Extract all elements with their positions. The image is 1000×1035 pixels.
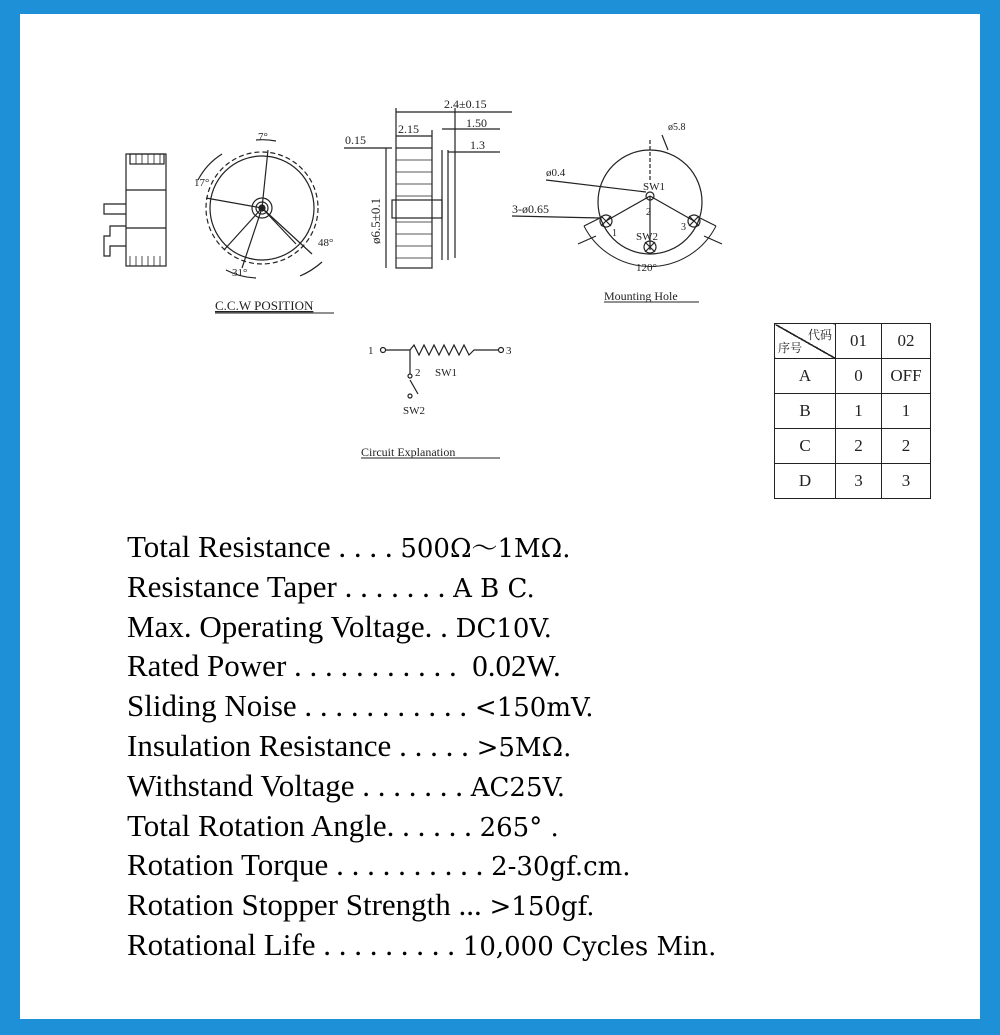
mount-120: 120° (636, 262, 657, 274)
mount-holes: 3-ø0.65 (512, 202, 549, 216)
spec-label: Insulation Resistance (127, 727, 392, 763)
mount-dia-0-4: ø0.4 (546, 167, 566, 179)
spec-line (127, 925, 716, 965)
spec-label: Rotational Life (127, 926, 316, 962)
circuit-pin-1: 1 (368, 345, 374, 357)
spec-line (127, 607, 716, 647)
mount-sw2: SW2 (636, 231, 658, 243)
dim-1-3: 1.3 (470, 138, 485, 152)
spec-label: Max. Operating Voltage (127, 608, 425, 644)
table-row (775, 359, 931, 394)
cell: OFF (882, 359, 931, 394)
cell: 1 (882, 394, 931, 429)
spec-line (127, 726, 716, 766)
cell: 2 (836, 429, 882, 464)
spec-leader: . . (424, 608, 456, 644)
column-header-02: 02 (882, 324, 931, 359)
spec-line (127, 686, 716, 726)
spec-leader: . . . . . . . . . . . (286, 648, 473, 684)
spec-line (127, 766, 716, 806)
mount-pin-1: 1 (612, 228, 617, 239)
spec-label: Rotation Torque (127, 847, 329, 883)
spec-label: Resistance Taper (127, 568, 337, 604)
spec-line (127, 845, 716, 885)
spec-leader: . . . . . . . . . . . (296, 688, 475, 724)
spec-label: Rotation Stopper Strength (127, 887, 451, 923)
mount-sw1: SW1 (643, 181, 665, 193)
row-label: D (775, 464, 836, 499)
spec-label: Total Rotation Angle (127, 807, 387, 843)
spec-value: 10,000 Cycles Min. (462, 931, 717, 962)
spec-value: DC10V. (455, 613, 552, 644)
spec-label: Sliding Noise (127, 688, 297, 724)
spec-leader: . . . . . . . (336, 568, 454, 604)
dim-2-15: 2.15 (398, 122, 419, 136)
left-side-profile (104, 154, 166, 266)
spec-leader: . . . . . (391, 727, 477, 763)
row-label: A (775, 359, 836, 394)
circuit-sw2: SW2 (403, 405, 425, 417)
mount-dia-5-8: ø5.8 (668, 122, 686, 133)
mount-pin-3: 3 (681, 222, 686, 233)
code-table-corner (775, 324, 836, 359)
circuit-pin-2: 2 (415, 367, 421, 379)
spec-leader: . . . . . . . . . (315, 926, 463, 962)
corner-top-label: 代码 (807, 328, 832, 342)
spec-value: 500Ω～1MΩ. (400, 534, 571, 564)
spec-value: 0.02W. (472, 648, 561, 684)
angle-7-label: 7° (258, 131, 268, 143)
spec-value: 2-30gf.cm. (491, 852, 631, 883)
spec-value: 265° . (479, 812, 559, 843)
angle-17-label: 17° (194, 177, 210, 189)
mount-pin-2: 2 (646, 207, 651, 218)
mounting-hole-view (512, 135, 722, 267)
spec-label: Rated Power (127, 648, 287, 684)
circuit-caption: Circuit Explanation (361, 445, 456, 459)
spec-value: <150mV. (474, 693, 594, 724)
dim-diameter: ø6.5±0.1 (368, 197, 383, 244)
dim-2-4: 2.4±0.15 (444, 97, 487, 111)
cell: 0 (836, 359, 882, 394)
spec-leader: . . . . . . (386, 807, 480, 843)
cell: 3 (836, 464, 882, 499)
spec-value: >5MΩ. (476, 732, 572, 763)
spec-line (127, 885, 716, 925)
spec-line (127, 527, 716, 567)
spec-value: AC25V. (470, 772, 566, 803)
row-label: C (775, 429, 836, 464)
spec-value: >150gf. (489, 892, 595, 923)
angle-31-label: 31° (232, 267, 248, 279)
spec-line (127, 567, 716, 607)
circuit-sw1: SW1 (435, 367, 457, 379)
spec-leader: ... (450, 887, 490, 923)
angle-48-label: 48° (318, 237, 334, 249)
cell: 1 (836, 394, 882, 429)
table-row (775, 464, 931, 499)
spec-label: Total Resistance (127, 529, 331, 564)
column-header-01: 01 (836, 324, 882, 359)
spec-list (127, 527, 716, 965)
cell: 3 (882, 464, 931, 499)
spec-line (127, 646, 716, 686)
table-row (775, 394, 931, 429)
code-table-header (775, 324, 931, 359)
spec-value: A B C. (453, 573, 535, 604)
row-label: B (775, 394, 836, 429)
cell: 2 (882, 429, 931, 464)
ccw-gear-view (198, 140, 322, 278)
mount-caption: Mounting Hole (604, 289, 678, 303)
spec-leader: . . . . . . . . . . (328, 847, 492, 883)
spec-label: Withstand Voltage (127, 767, 355, 803)
dim-1-50: 1.50 (466, 116, 487, 130)
dim-0-15: 0.15 (345, 133, 366, 147)
spec-leader: . . . . (330, 529, 401, 564)
table-row (775, 429, 931, 464)
corner-bottom-label: 序号 (778, 341, 803, 355)
spec-leader: . . . . . . . (354, 767, 471, 803)
ccw-caption: C.C.W POSITION (215, 298, 314, 313)
spec-line (127, 806, 716, 846)
code-table (774, 323, 931, 499)
circuit-pin-3: 3 (506, 345, 512, 357)
